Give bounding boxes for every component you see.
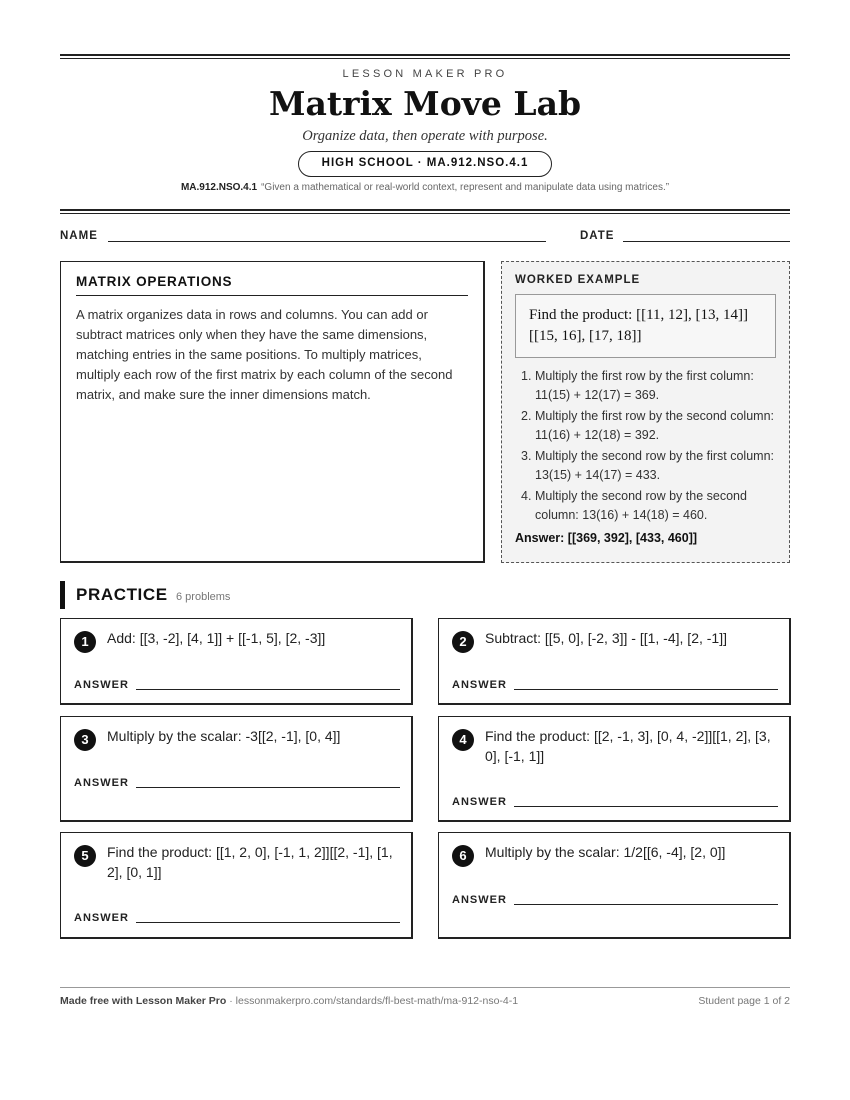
answer-label: ANSWER (452, 796, 507, 808)
footer-url[interactable]: · lessonmakerpro.com/standards/fl-best-math/ma-912-nso-4-1 (226, 995, 519, 1007)
problem-number-badge: 1 (74, 631, 96, 653)
answer-line[interactable] (514, 806, 778, 807)
example-step: 2. Multiply the first row by the second column: 11(16) + 12(18) = 392. (521, 409, 774, 442)
name-field[interactable] (108, 241, 546, 242)
problem-text: Add: [[3, -2], [4, 1]] + [[-1, 5], [2, -3]] (107, 630, 326, 646)
example-answer: Answer: [[369, 392], [433, 460]] (515, 531, 698, 545)
worked-example-panel (501, 261, 790, 563)
problem-number-badge: 2 (452, 631, 474, 653)
problem-text: Multiply by the scalar: -3[[2, -1], [0, 4]] (107, 728, 341, 744)
example-problem: Find the product: [[11, 12], [13, 14]][[15, 16], [17, 18]] (515, 294, 776, 358)
page-subtitle: Organize data, then operate with purpose. (302, 128, 548, 144)
operations-body: A matrix organizes data in rows and columns. You can add or subtract matrices only when they have the same dimensions, matching entries in the same positions. To multiply matrices, multiply each row of the first matrix by each column of the second matrix, and make sure the inner dimensions match. (76, 307, 453, 402)
example-steps (515, 367, 776, 525)
practice-problem-1 (60, 618, 413, 705)
problem-number-badge: 4 (452, 729, 474, 751)
example-title: WORKED EXAMPLE (515, 274, 641, 286)
matrix-operations-panel (60, 261, 485, 563)
standard-text: “Given a mathematical or real-world context, represent and manipulate data using matrices.” (261, 182, 670, 193)
answer-label: ANSWER (452, 679, 507, 691)
practice-problem-4 (438, 716, 791, 822)
answer-line[interactable] (136, 689, 400, 690)
practice-problem-3 (60, 716, 413, 822)
footer-rule (60, 987, 790, 988)
example-step: 3. Multiply the second row by the first column: 13(15) + 14(17) = 433. (521, 449, 774, 482)
footer-made-with: Made free with Lesson Maker Pro (60, 995, 227, 1007)
footer-page-number: Student page 1 of 2 (698, 995, 790, 1007)
level-badge: HIGH SCHOOL · MA.912.NSO.4.1 (298, 151, 552, 177)
practice-problem-6 (438, 832, 791, 939)
brand-label: LESSON MAKER PRO (342, 68, 508, 80)
answer-label: ANSWER (74, 679, 129, 691)
example-step: 4. Multiply the second row by the second column: 13(16) + 14(18) = 460. (521, 489, 747, 522)
header-top-rule (60, 54, 790, 59)
standard-statement (60, 182, 790, 193)
footer-credit (60, 995, 518, 1007)
answer-label: ANSWER (74, 777, 129, 789)
problem-number-badge: 5 (74, 845, 96, 867)
name-label: NAME (60, 230, 98, 242)
problem-number-badge: 3 (74, 729, 96, 751)
practice-count: 6 problems (176, 591, 231, 603)
answer-line[interactable] (514, 904, 778, 905)
problem-number-badge: 6 (452, 845, 474, 867)
answer-label: ANSWER (452, 894, 507, 906)
answer-line[interactable] (136, 922, 400, 923)
problem-text: Find the product: [[1, 2, 0], [-1, 1, 2]][[2, -1], [1, 2], [0, 1]] (107, 844, 393, 880)
problem-text: Subtract: [[5, 0], [-2, 3]] - [[1, -4], [2, -1]] (485, 630, 727, 646)
answer-line[interactable] (514, 689, 778, 690)
practice-accent-bar (60, 581, 65, 609)
answer-line[interactable] (136, 787, 400, 788)
practice-problem-5 (60, 832, 413, 939)
date-label: DATE (580, 230, 615, 242)
standard-code: MA.912.NSO.4.1 (180, 182, 258, 193)
answer-label: ANSWER (74, 912, 129, 924)
date-field[interactable] (623, 241, 790, 242)
problem-text: Multiply by the scalar: 1/2[[6, -4], [2, 0]] (485, 844, 726, 860)
practice-problem-2 (438, 618, 791, 705)
operations-title: MATRIX OPERATIONS (76, 274, 468, 296)
example-step: 1. Multiply the first row by the first column: 11(15) + 12(17) = 369. (521, 369, 754, 402)
header-bottom-rule (60, 209, 790, 214)
page-title: Matrix Move Lab (268, 84, 582, 123)
practice-title: PRACTICE (76, 585, 168, 604)
problem-text: Find the product: [[2, -1, 3], [0, 4, -2]][[1, 2], [3, 0], [-1, 1]] (485, 728, 771, 764)
